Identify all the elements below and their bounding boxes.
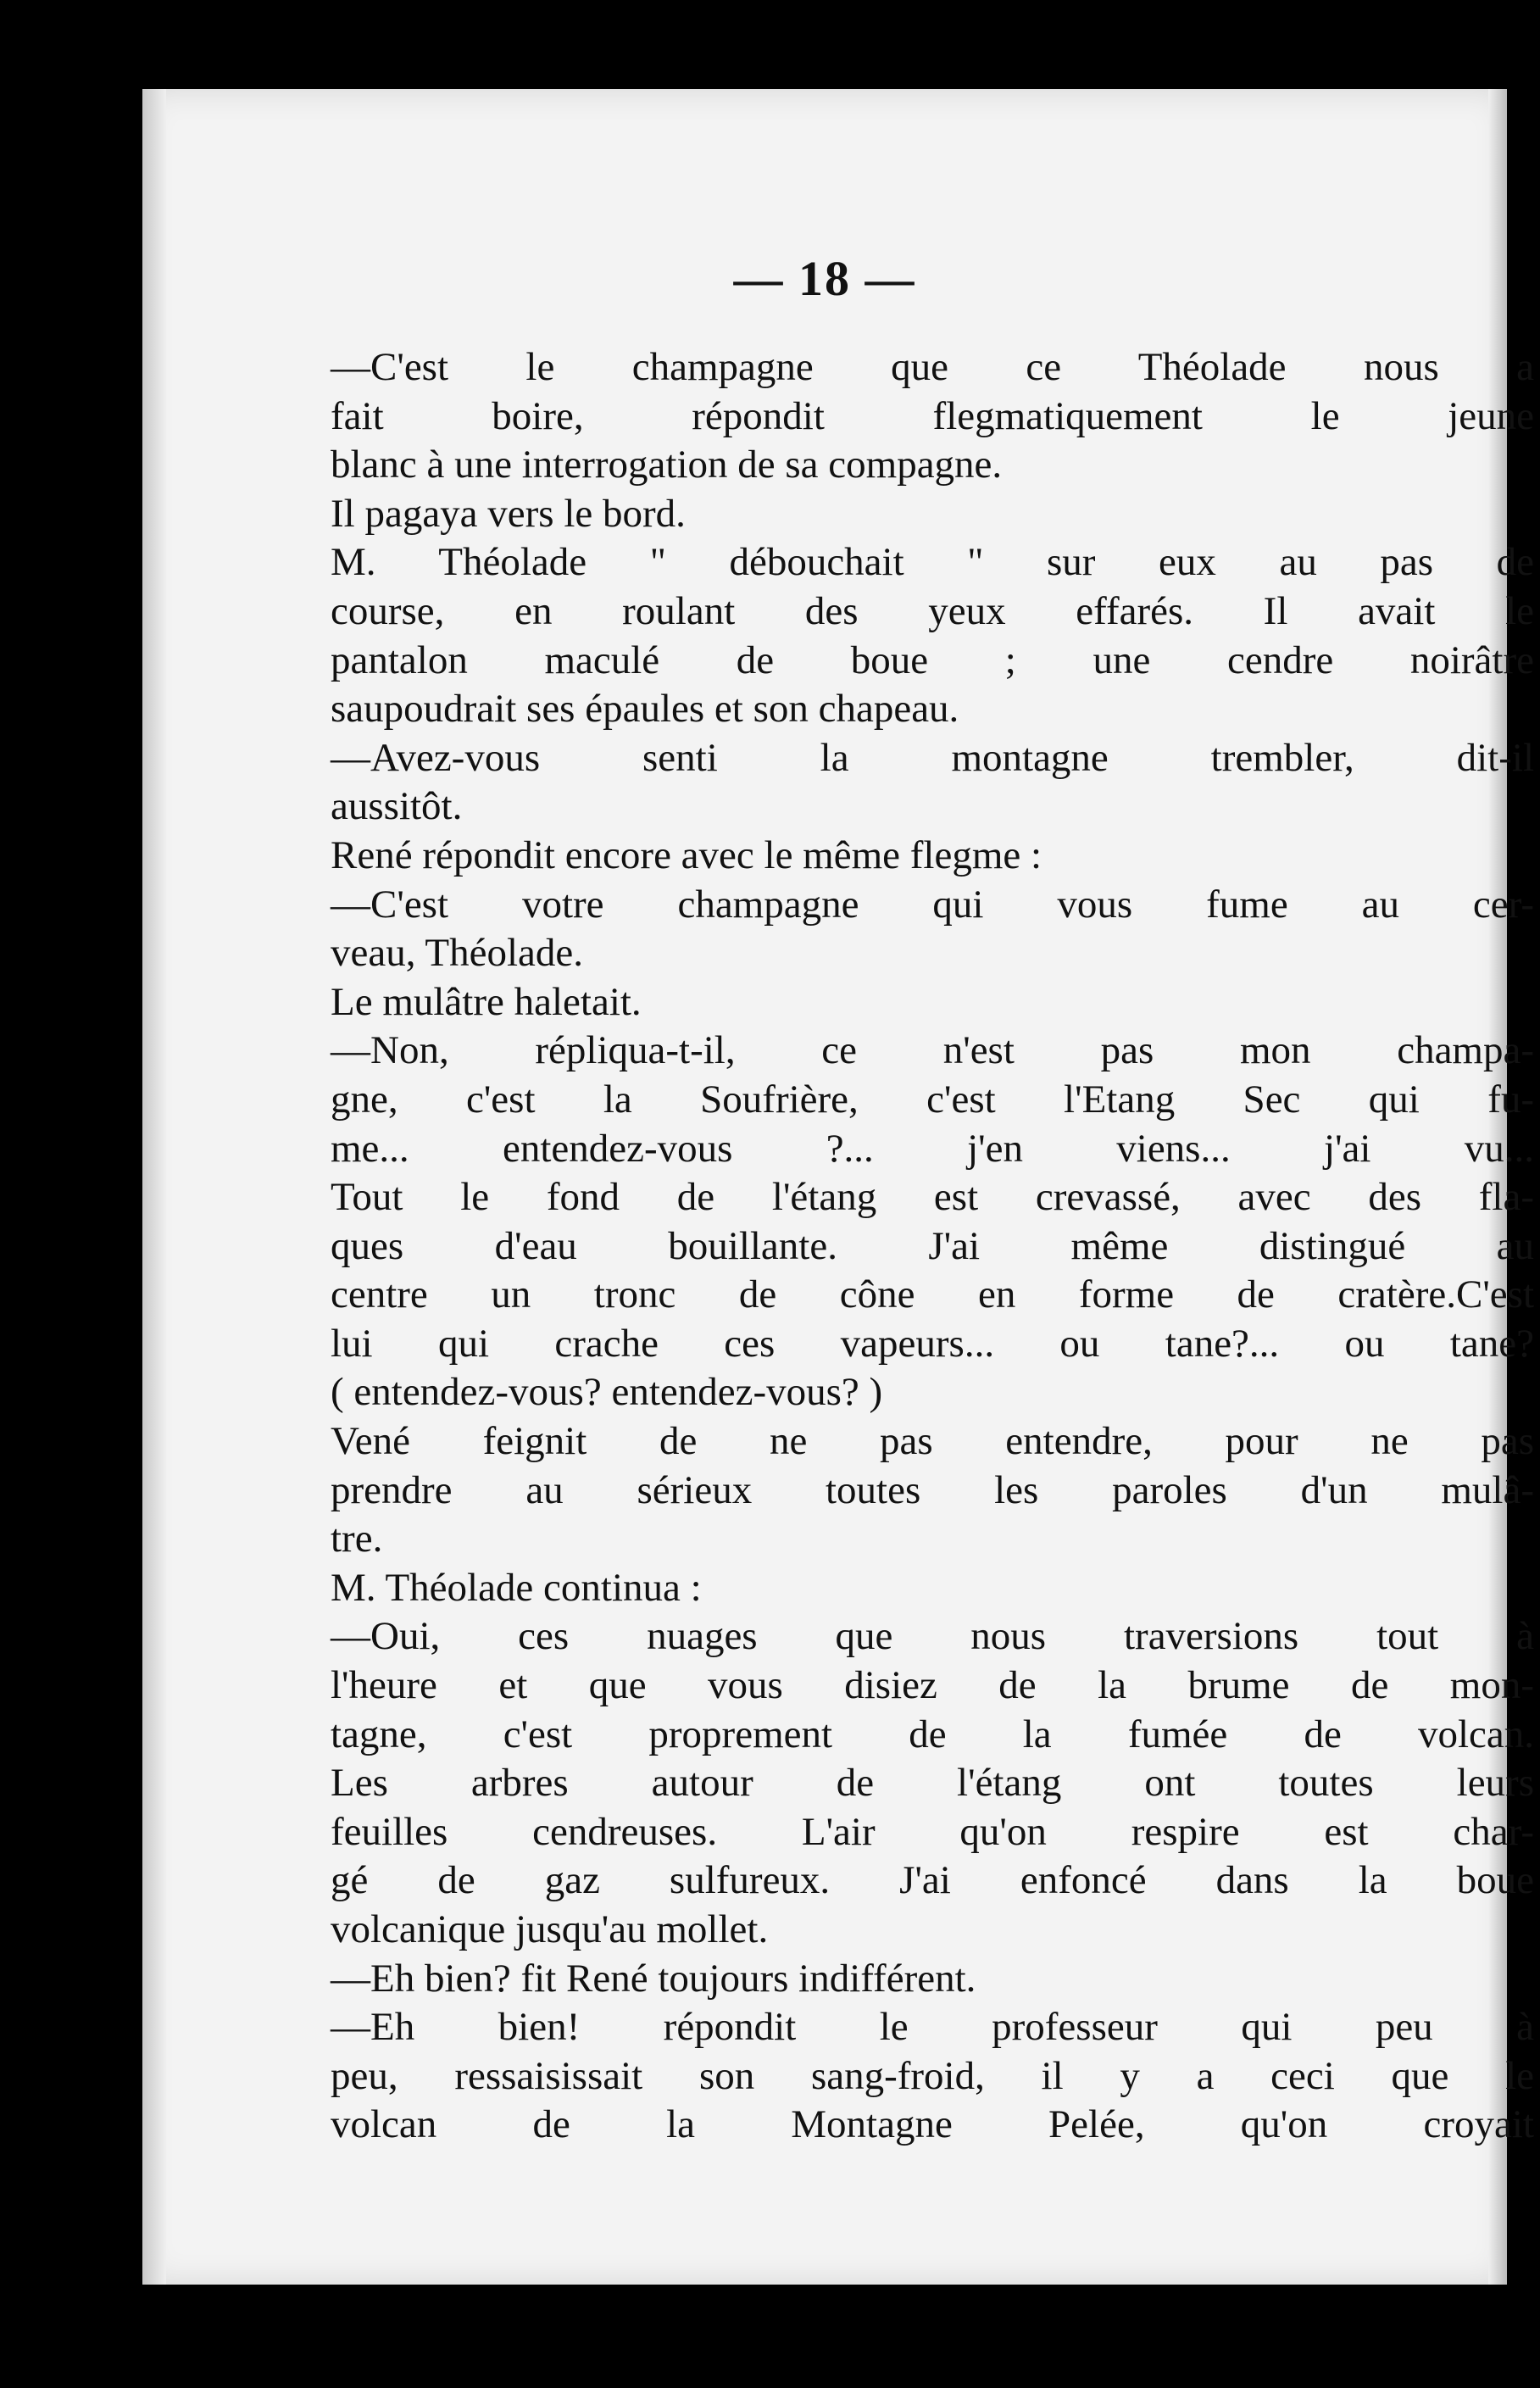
text-line: aussitôt. xyxy=(331,784,463,829)
book-page xyxy=(142,89,1534,2285)
text-line: veau, Théolade. xyxy=(331,931,583,976)
text-line: pantalon maculé de boue ; une cendre noirâtre xyxy=(331,637,1534,682)
text-line: feuilles cendreuses. L'air qu'on respire est char- xyxy=(331,1809,1534,1854)
text-line: tre. xyxy=(331,1517,383,1561)
text-line: centre un tronc de cône en forme de cratère.C'est xyxy=(331,1272,1534,1317)
text-line: gé de gaz sulfureux. J'ai enfoncé dans la boue xyxy=(331,1858,1534,1903)
text-line: volcanique jusqu'au mollet. xyxy=(331,1907,769,1951)
page-number: — 18 — xyxy=(733,251,916,306)
text-line: ques d'eau bouillante. J'ai même distingué au xyxy=(331,1223,1534,1268)
text-line: Il pagaya vers le bord. xyxy=(331,491,686,536)
text-line: —Non, répliqua-t-il, ce n'est pas mon champa- xyxy=(331,1028,1534,1073)
text-line: ( entendez-vous? entendez-vous? ) xyxy=(331,1370,883,1415)
text-line: prendre au sérieux toutes les paroles d'un mulâ- xyxy=(331,1467,1534,1512)
text-line: —Avez-vous senti la montagne trembler, dit-il xyxy=(331,735,1534,780)
text-line: blanc à une interrogation de sa compagne. xyxy=(331,443,1003,487)
text-line: course, en roulant des yeux effarés. Il avait le xyxy=(331,588,1534,633)
text-line: Vené feignit de ne pas entendre, pour ne pas xyxy=(331,1419,1534,1464)
text-line: —Eh bien? fit René toujours indifférent. xyxy=(331,1956,976,2001)
text-line: —C'est le champagne que ce Théolade nous a xyxy=(331,345,1534,389)
text-line: Tout le fond de l'étang est crevassé, avec des fla- xyxy=(331,1175,1534,1220)
text-line: Le mulâtre haletait. xyxy=(331,979,642,1024)
text-line: lui qui crache ces vapeurs... ou tane?... ou tane? xyxy=(331,1321,1534,1366)
text-line: me... entendez-vous ?... j'en viens... j'ai vu... xyxy=(331,1126,1534,1171)
text-line: M. Théolade " débouchait " sur eux au pas de xyxy=(331,540,1534,585)
text-line: l'heure et que vous disiez de la brume de mon- xyxy=(331,1663,1534,1708)
text-line: volcan de la Montagne Pelée, qu'on croyait xyxy=(331,2102,1534,2147)
text-line: saupoudrait ses épaules et son chapeau. xyxy=(331,687,959,732)
text-line: Les arbres autour de l'étang ont toutes leurs xyxy=(331,1761,1534,1806)
text-line: —C'est votre champagne qui vous fume au cer- xyxy=(331,882,1534,927)
text-line: tagne, c'est proprement de la fumée de volcan. xyxy=(331,1712,1534,1756)
text-line: gne, c'est la Soufrière, c'est l'Etang Sec qui fu- xyxy=(331,1077,1534,1122)
text-line: René répondit encore avec le même flegme : xyxy=(331,832,1042,877)
text-line: M. Théolade continua : xyxy=(331,1565,702,1610)
text-line: —Oui, ces nuages que nous traversions tout à xyxy=(331,1614,1534,1659)
text-line: peu, ressaisissait son sang-froid, il y a ceci que le xyxy=(331,2053,1534,2098)
text-line: fait boire, répondit flegmatiquement le jeune xyxy=(331,393,1534,438)
body-text xyxy=(331,343,1534,2150)
page-left-edge xyxy=(142,89,166,2285)
text-line: —Eh bien! répondit le professeur qui peu à xyxy=(331,2005,1534,2050)
